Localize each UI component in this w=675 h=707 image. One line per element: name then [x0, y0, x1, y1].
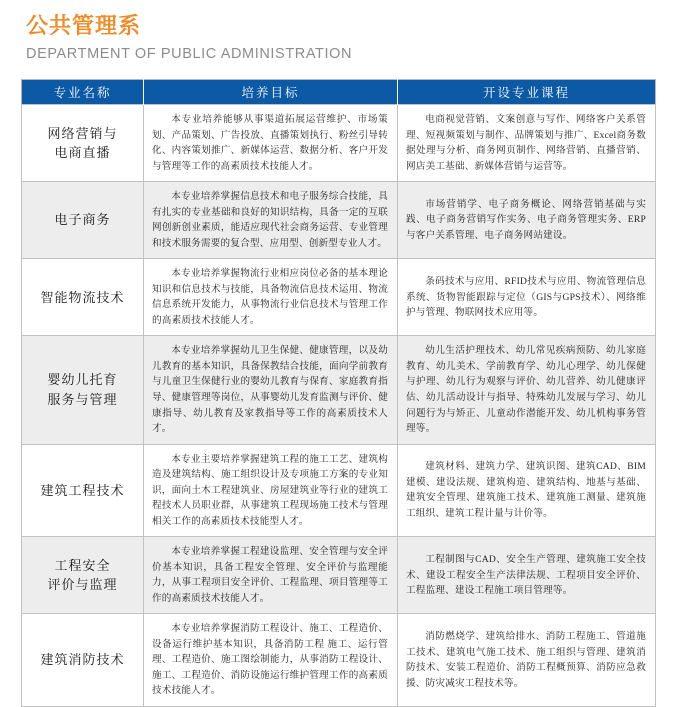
- cell-courses: 市场营销学、电子商务概论、网络营销基础与实践、电子商务营销写作实务、电子商务管理实务、ERP与客户关系管理、电子商务网站建设。: [398, 182, 656, 259]
- table-row: [22, 537, 656, 614]
- cell-major-name: 智能物流技术: [22, 259, 144, 336]
- cell-major-name: 建筑工程技术: [22, 444, 144, 537]
- table-body: [22, 105, 656, 707]
- department-header: [0, 0, 675, 62]
- cell-training-goal: 本专业培养掌握信息技术和电子服务综合技能，具有扎实的专业基础和良好的知识结构，具备一定的互联网创新创业素质，能适应现代社会商务运营、专业管理和技术服务需要的复合型、应用型、创新型专业人才。: [144, 182, 398, 259]
- table-row: [22, 105, 656, 182]
- cell-major-name: 建筑消防技术: [22, 614, 144, 707]
- cell-training-goal: 本专业培养能够从事渠道拓展运营维护、市场策划、产品策划、广告投放、直播策划执行、粉丝引导转化、内容策划推广、新媒体运营、数据分析、客户开发与管理等工作的高素质技术技能人才。: [144, 105, 398, 182]
- cell-courses: 幼儿生活护理技术、幼儿常见疾病预防、幼儿家庭教育、幼儿美术、学前教育学、幼儿心理学、幼儿保健与护理、幼儿行为观察与评价、幼儿营养、幼儿健康评估、幼儿活动设计与指导、特殊幼儿发展与学习、幼儿问题行为与矫正、儿童动作潜能开发、幼儿机构事务管理等。: [398, 336, 656, 444]
- cell-training-goal: 本专业培养掌握消防工程设计、施工、工程造价、设备运行维护基本知识，具备消防工程 施工、运行管理、工程造价、施工图绘制能力，从事消防工程设计、施工、工程造价、消防设施运行维护管理工作的高素质技术技能人才。: [144, 614, 398, 707]
- majors-table-container: [21, 79, 655, 707]
- majors-table: [21, 79, 656, 707]
- table-row: [22, 444, 656, 537]
- cell-courses: 电商视觉营销、文案创意与写作、网络客户关系管理、短视频策划与制作、品牌策划与推广、Excel商务数据处理与分析、商务网页制作、网络营销、直播营销、网店美工基础、新媒体营销与运营等。: [398, 105, 656, 182]
- column-header-training-goal: 培养目标: [144, 80, 398, 105]
- cell-courses: 工程制图与CAD、安全生产管理、建筑施工安全技术、建设工程安全生产法律法规、工程项目安全评价、工程监理、建设工程施工项目管理等。: [398, 537, 656, 614]
- cell-courses: 消防燃烧学、建筑给排水、消防工程施工、管道施工技术、建筑电气施工技术、施工组织与管理、建筑消防技术、安装工程造价、消防工程概预算、消防应急救援、防灾减灾工程技术等。: [398, 614, 656, 707]
- cell-training-goal: 本专业培养掌握工程建设监理、安全管理与安全评价基本知识，具备工程安全管理、安全评价与监理能力，从事工程项目安全评价、工程监理、项目管理等工作的高素质技术技能人才。: [144, 537, 398, 614]
- column-header-courses: 开设专业课程: [398, 80, 656, 105]
- department-title-en: DEPARTMENT OF PUBLIC ADMINISTRATION: [26, 45, 353, 62]
- column-header-major-name: 专业名称: [22, 80, 144, 105]
- table-row: [22, 336, 656, 444]
- table-row: [22, 182, 656, 259]
- cell-courses: 条码技术与应用、RFID技术与应用、物流管理信息系统、货物智能跟踪与定位（GIS与GPS技术）、网络维护与管理、物联网技术应用等。: [398, 259, 656, 336]
- cell-major-name: 工程安全 评价与监理: [22, 537, 144, 614]
- cell-training-goal: 本专业主要培养掌握建筑工程的施工工艺、建筑构造及建筑结构、施工组织设计及专项施工方案的专业知识，面向土木工程建筑业、房屋建筑业等行业的建筑工程技术人员职业群，从事建筑工程现场施工技术与管理相关工作的高素质技术技能型人才。: [144, 444, 398, 537]
- cell-courses: 建筑材料、建筑力学、建筑识图、建筑CAD、BIM建模、建设法规、建筑构造、建筑结构、地基与基础、建筑安全管理、建筑施工技术、建筑施工测量、建筑施工组织、建筑工程计量与计价等。: [398, 444, 656, 537]
- department-title-cn: 公共管理系: [26, 13, 142, 38]
- table-header-row: [22, 80, 656, 105]
- cell-training-goal: 本专业培养掌握物流行业相应岗位必备的基本理论知识和信息技术与技能，具备物流信息技术运用、物流信息系统开发能力，从事物流行业信息技术与管理工作的高素质技术技能人才。: [144, 259, 398, 336]
- cell-major-name: 网络营销与 电商直播: [22, 105, 144, 182]
- cell-major-name: 婴幼儿托育 服务与管理: [22, 336, 144, 444]
- cell-major-name: 电子商务: [22, 182, 144, 259]
- cell-training-goal: 本专业培养掌握幼儿卫生保健、健康管理，以及幼儿教育的基本知识，具备保教结合技能，面向学前教育与儿童卫生保健行业的婴幼儿教育与保育、家庭教育指导、健康管理等岗位，从事婴幼儿发育监测与评价、健康指导、幼儿教育及家教指导等工作的高素质技术人才。: [144, 336, 398, 444]
- table-row: [22, 259, 656, 336]
- table-row: [22, 614, 656, 707]
- table-header: [22, 80, 656, 105]
